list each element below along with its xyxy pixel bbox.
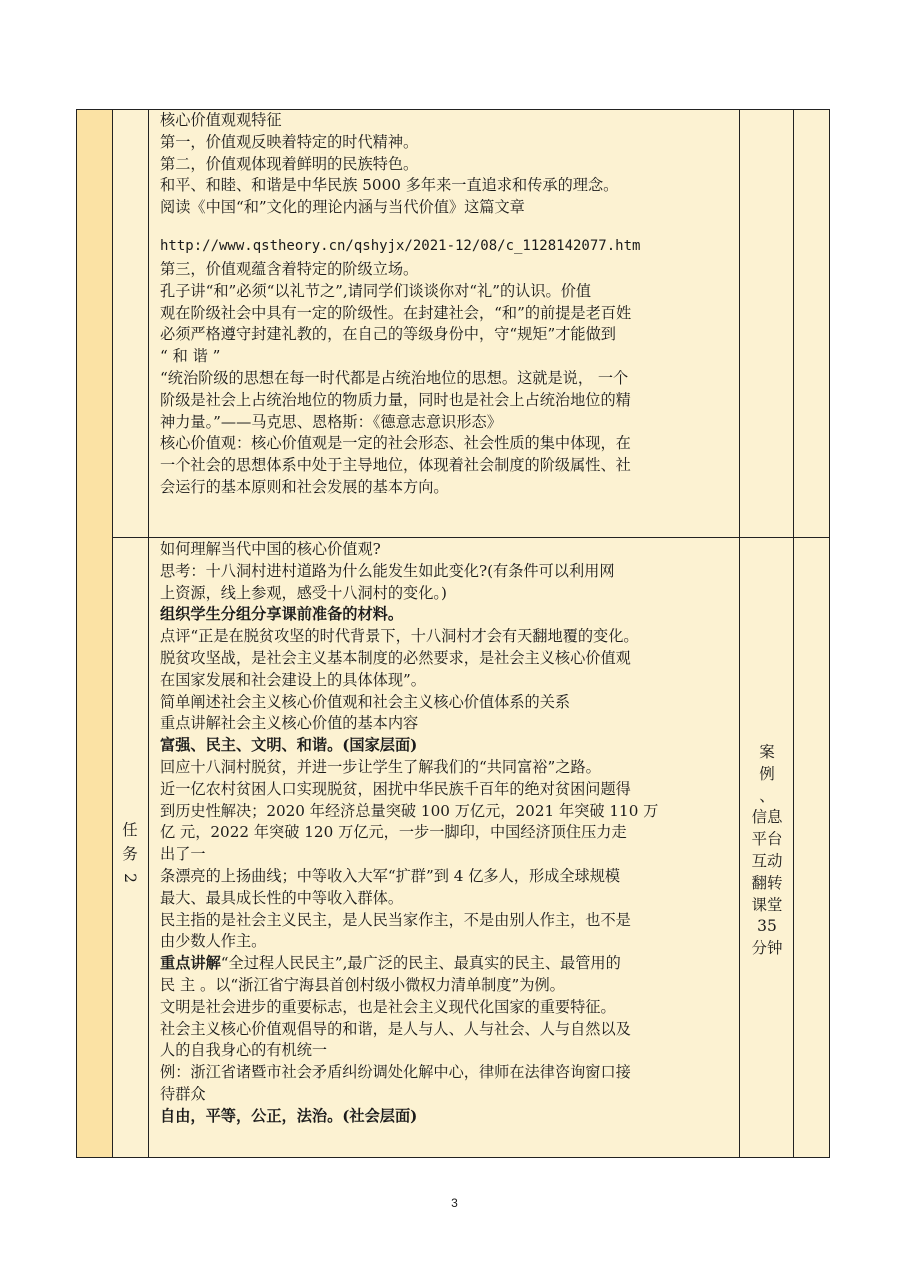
row1-line: 第一，价值观反映着特定的时代精神。 [160, 132, 419, 151]
row1-line: 必须严格遵守封建礼教的，在自己的等级身份中，守“规矩”才能做到 [160, 325, 616, 344]
method-word: 翻转 [751, 873, 783, 892]
line-rest: “全过程人民民主”,最广泛的民主、最真实的民主、最管用的 [220, 954, 621, 973]
row2-line: 例：浙江省诸暨市社会矛盾纠纷调处化解中心，律师在法律咨询窗口接 [160, 1063, 631, 1082]
bold-prefix: 重点讲解 [160, 954, 221, 973]
border-v6 [829, 109, 830, 1158]
border-bottom [76, 1157, 830, 1158]
row2-line: 亿 元，2022 年突破 120 万亿元，一步一脚印，中国经济顶住压力走 [160, 823, 627, 842]
row1-line: 和平、和睦、和谐是中华民族 5000 多年来一直追求和传承的理念。 [160, 176, 619, 195]
row2-line: 人的自我身心的有机统一 [160, 1041, 328, 1060]
row1-line: 核心价值观观特征 [160, 111, 282, 129]
border-v3 [148, 109, 149, 1158]
row2-line: 重点讲解社会主义核心价值的基本内容 [160, 714, 419, 733]
row2-line [160, 953, 658, 975]
row1-line: 第二，价值观体现着鲜明的民族特色。 [160, 154, 419, 173]
row2-line: 点评“正是在脱贫攻坚的时代背景下，十八洞村才会有天翻地覆的变化。 [160, 627, 639, 646]
method-word: 分钟 [751, 939, 783, 958]
method-word: 平台 [751, 830, 783, 849]
row2-line: 如何理解当代中国的核心价值观? [160, 540, 381, 558]
row2-line: 社会主义核心价值观倡导的和谐，是人与人、人与社会、人与自然以及 [160, 1019, 631, 1038]
border-v2 [112, 109, 113, 1158]
method-word: 课堂 [751, 895, 783, 914]
method-word: 、 [759, 786, 775, 805]
row2-line: 思考：十八洞村进村道路为什么能发生如此变化?(有条件可以利用网 [160, 561, 615, 580]
method-word: 互动 [751, 851, 783, 870]
row1-line: 第三，价值观蕴含着特定的阶级立场。 [160, 259, 419, 278]
row1-line: 观在阶级社会中具有一定的阶级性。在封建社会，“和”的前提是老百姓 [160, 303, 632, 322]
task-label-char: 务 [122, 845, 138, 863]
task-label [118, 818, 142, 890]
row2-line: 最大、最具成长性的中等收入群体。 [160, 888, 403, 907]
row2-line: 自由，平等，公正，法治。(社会层面) [160, 1106, 418, 1125]
row1-line [160, 219, 640, 233]
row1-line: 会运行的基本原则和社会发展的基本方向。 [160, 477, 449, 496]
article-url: http://www.qstheory.cn/qshyjx/2021-12/08/c_1128142077.htm [160, 237, 641, 254]
method-word: 例 [759, 764, 775, 783]
border-v1 [76, 109, 77, 1158]
method-word: 案 [759, 743, 775, 761]
row2-content [160, 539, 658, 1128]
row2-line: 脱贫攻坚战，是社会主义基本制度的必然要求，是社会主义核心价值观 [160, 648, 631, 667]
row2-line: 民 主 。以“浙江省宁海县首创村级小微权力清单制度”为例。 [160, 975, 565, 994]
teaching-method [744, 742, 790, 960]
column-5-fill [793, 110, 830, 1157]
border-v4 [739, 109, 740, 1158]
row2-line: 出了一 [160, 845, 206, 864]
row1-line: “统治阶级的思想在每一时代都是占统治地位的思想。这就是说， 一个 [160, 368, 629, 387]
row1-line: 神力量。”——马克思、恩格斯：《德意志意识形态》 [160, 412, 502, 431]
row2-line: 组织学生分组分享课前准备的材料。 [160, 605, 403, 624]
task-label-text [118, 818, 142, 890]
task-label-char: 2 [121, 873, 139, 883]
row1-line: 核心价值观：核心价值观是一定的社会形态、社会性质的集中体现，在 [160, 434, 631, 453]
column-2-fill [112, 110, 148, 1157]
row1-line: 一个社会的思想体系中处于主导地位，体现着社会制度的阶级属性、社 [160, 456, 631, 475]
row2-line: 简单阐述社会主义核心价值观和社会主义核心价值体系的关系 [160, 692, 571, 711]
row1-line: “ 和 谐 ” [160, 347, 221, 366]
row2-line: 回应十八洞村脱贫，并进一步让学生了解我们的“共同富裕”之路。 [160, 757, 601, 776]
row2-line: 条漂亮的上扬曲线；中等收入大军“扩群”到 4 亿多人，形成全球规模 [160, 866, 621, 885]
row1-content [160, 110, 640, 499]
row2-line: 民主指的是社会主义民主，是人民当家作主，不是由别人作主，也不是 [160, 910, 631, 929]
method-word: 35 [757, 917, 777, 936]
row2-line: 到历史性解决；2020 年经济总量突破 100 万亿元，2021 年突破 110 万 [160, 801, 659, 820]
method-word: 信息 [751, 808, 783, 827]
row2-line: 在国家发展和社会建设上的具体体现”。 [160, 670, 426, 689]
row2-line: 近一亿农村贫困人口实现脱贫，困扰中华民族千百年的绝对贫困问题得 [160, 779, 631, 798]
row2-line: 文明是社会进步的重要标志，也是社会主义现代化国家的重要特征。 [160, 997, 616, 1016]
row2-line: 由少数人作主。 [160, 932, 267, 951]
page-number: 3 [451, 1196, 458, 1210]
row1-line: 阶级是社会上占统治地位的物质力量，同时也是社会上占统治地位的精 [160, 390, 631, 409]
row1-line: 阅读《中国“和”文化的理论内涵与当代价值》这篇文章 [160, 198, 525, 217]
column-1-fill [77, 110, 112, 1157]
row2-line: 上资源，线上参观，感受十八洞村的变化。) [160, 583, 447, 602]
row2-line: 富强、民主、文明、和谐。(国家层面) [160, 736, 418, 755]
column-4-fill [740, 110, 793, 1157]
border-v5 [793, 109, 794, 1158]
row2-line: 待群众 [160, 1084, 206, 1103]
task-label-char: 任 [122, 821, 138, 839]
row1-line: 孔子讲“和”必须“以礼节之”,请同学们谈谈你对“礼”的认识。价值 [160, 281, 592, 300]
border-row-divider [112, 537, 830, 538]
